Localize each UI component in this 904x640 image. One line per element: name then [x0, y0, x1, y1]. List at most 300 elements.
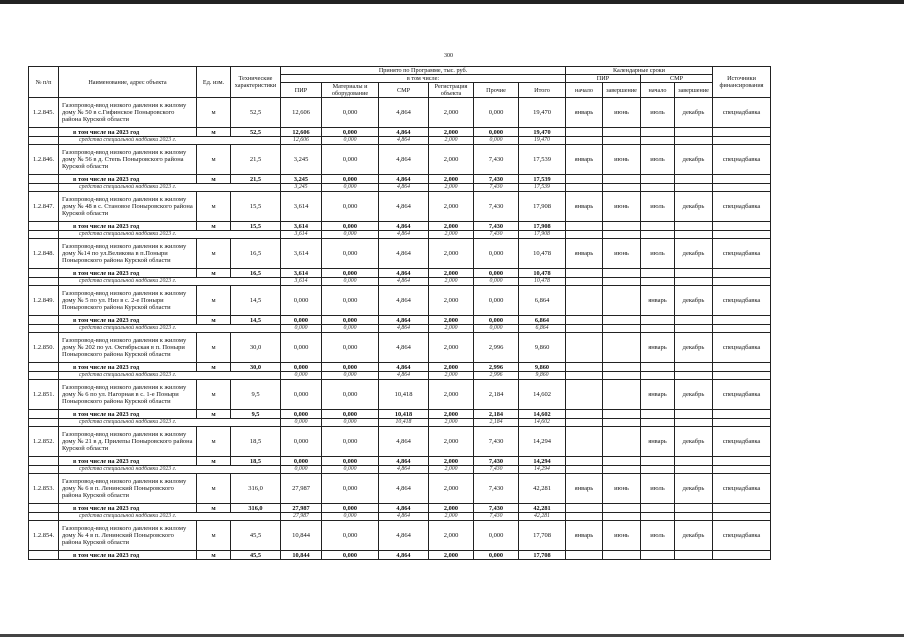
source-label: средства специальной надбавки 2023 г.	[59, 466, 281, 474]
empty-cell	[566, 504, 603, 513]
header-pir: ПИР	[281, 83, 322, 98]
empty-cell	[675, 419, 713, 427]
total-cell: 10,478	[519, 269, 566, 278]
smr-cell: 4,864	[379, 551, 429, 560]
empty-cell	[566, 457, 603, 466]
smr-cell: 4,864	[379, 325, 429, 333]
other-cell: 0,000	[474, 98, 519, 128]
registration-cell: 2,000	[429, 513, 474, 521]
materials-cell: 0,000	[322, 175, 379, 184]
smr-cell: 4,864	[379, 239, 429, 269]
source-label: средства специальной надбавки 2023 г.	[59, 419, 281, 427]
tech-cell: 14,5	[231, 286, 281, 316]
subtotal-row	[29, 410, 771, 419]
pir-cell: 3,245	[281, 175, 322, 184]
materials-cell: 0,000	[322, 513, 379, 521]
empty-cell	[675, 466, 713, 474]
empty-cell	[713, 363, 771, 372]
tech-cell: 14,5	[231, 316, 281, 325]
empty-cell	[713, 410, 771, 419]
materials-cell: 0,000	[322, 137, 379, 145]
table-row	[29, 333, 771, 363]
pir-start-cell: январь	[566, 98, 603, 128]
subtotal-label: в том числе на 2023 год	[59, 410, 197, 419]
empty-cell	[641, 419, 675, 427]
source-label: средства специальной надбавки 2023 г.	[59, 372, 281, 380]
empty-cell	[713, 316, 771, 325]
tech-cell: 16,5	[231, 269, 281, 278]
empty-cell	[566, 137, 603, 145]
other-cell: 7,430	[474, 474, 519, 504]
empty-cell	[603, 137, 641, 145]
total-cell: 6,864	[519, 325, 566, 333]
pir-end-cell	[603, 427, 641, 457]
pir-start-cell: январь	[566, 521, 603, 551]
pir-cell: 0,000	[281, 363, 322, 372]
empty-cell	[713, 372, 771, 380]
smr-cell: 4,864	[379, 363, 429, 372]
materials-cell: 0,000	[322, 184, 379, 192]
total-cell: 17,908	[519, 222, 566, 231]
empty-cell	[29, 513, 59, 521]
header-other: Прочие	[474, 83, 519, 98]
subtotal-label: в том числе на 2023 год	[59, 269, 197, 278]
object-name: Газопровод-ввод низкого давления к жилому дому № 4 в п. Ленинский Поныровского района Курской области	[59, 521, 197, 551]
source-label: средства специальной надбавки 2023 г.	[59, 278, 281, 286]
smr-end-cell: декабрь	[675, 192, 713, 222]
empty-cell	[566, 316, 603, 325]
smr-cell: 4,864	[379, 192, 429, 222]
empty-cell	[713, 128, 771, 137]
empty-cell	[566, 372, 603, 380]
subtotal-label: в том числе на 2023 год	[59, 222, 197, 231]
smr-end-cell: декабрь	[675, 521, 713, 551]
header-pir-start: начало	[566, 83, 603, 98]
registration-cell: 2,000	[429, 521, 474, 551]
smr-cell: 4,864	[379, 504, 429, 513]
other-cell: 0,000	[474, 286, 519, 316]
smr-end-cell: декабрь	[675, 333, 713, 363]
total-cell: 17,908	[519, 192, 566, 222]
subtotal-label: в том числе на 2023 год	[59, 551, 197, 560]
empty-cell	[603, 269, 641, 278]
empty-cell	[641, 457, 675, 466]
empty-cell	[29, 269, 59, 278]
pir-cell: 12,606	[281, 98, 322, 128]
empty-cell	[29, 363, 59, 372]
empty-cell	[675, 363, 713, 372]
smr-start-cell: июль	[641, 145, 675, 175]
pir-start-cell	[566, 286, 603, 316]
empty-cell	[675, 372, 713, 380]
empty-cell	[675, 513, 713, 521]
source-row	[29, 137, 771, 145]
smr-start-cell: июль	[641, 521, 675, 551]
registration-cell: 2,000	[429, 333, 474, 363]
materials-cell: 0,000	[322, 231, 379, 239]
registration-cell: 2,000	[429, 551, 474, 560]
total-cell: 9,860	[519, 333, 566, 363]
empty-cell	[603, 513, 641, 521]
registration-cell: 2,000	[429, 286, 474, 316]
registration-cell: 2,000	[429, 269, 474, 278]
empty-cell	[566, 551, 603, 560]
empty-cell	[603, 316, 641, 325]
empty-cell	[29, 184, 59, 192]
pir-start-cell: январь	[566, 474, 603, 504]
smr-cell: 4,864	[379, 316, 429, 325]
pir-end-cell: июнь	[603, 521, 641, 551]
empty-cell	[641, 363, 675, 372]
registration-cell: 2,000	[429, 419, 474, 427]
source-label: средства специальной надбавки 2023 г.	[59, 184, 281, 192]
empty-cell	[641, 184, 675, 192]
source-cell: спецнадбавка	[713, 380, 771, 410]
total-cell: 10,478	[519, 239, 566, 269]
registration-cell: 2,000	[429, 192, 474, 222]
empty-cell	[603, 325, 641, 333]
unit-cell: м	[197, 286, 231, 316]
empty-cell	[713, 269, 771, 278]
registration-cell: 2,000	[429, 278, 474, 286]
empty-cell	[713, 504, 771, 513]
smr-cell: 10,418	[379, 410, 429, 419]
empty-cell	[641, 222, 675, 231]
empty-cell	[29, 231, 59, 239]
smr-cell: 4,864	[379, 231, 429, 239]
empty-cell	[603, 410, 641, 419]
subtotal-label: в том числе на 2023 год	[59, 316, 197, 325]
materials-cell: 0,000	[322, 466, 379, 474]
other-cell: 7,430	[474, 457, 519, 466]
empty-cell	[29, 137, 59, 145]
other-cell: 7,430	[474, 231, 519, 239]
registration-cell: 2,000	[429, 474, 474, 504]
source-cell: спецнадбавка	[713, 98, 771, 128]
registration-cell: 2,000	[429, 372, 474, 380]
empty-cell	[641, 325, 675, 333]
smr-end-cell: декабрь	[675, 427, 713, 457]
empty-cell	[675, 128, 713, 137]
empty-cell	[675, 504, 713, 513]
pir-end-cell: июнь	[603, 239, 641, 269]
empty-cell	[675, 137, 713, 145]
source-label: средства специальной надбавки 2023 г.	[59, 231, 281, 239]
object-name: Газопровод-ввод низкого давления к жилому дому № 202 по ул. Октябрьская в п. Поныри Поныровского района Курской области	[59, 333, 197, 363]
empty-cell	[713, 278, 771, 286]
tech-cell: 316,0	[231, 504, 281, 513]
materials-cell: 0,000	[322, 410, 379, 419]
header-smr-end: завершение	[675, 83, 713, 98]
subtotal-label: в том числе на 2023 год	[59, 457, 197, 466]
unit-cell: м	[197, 175, 231, 184]
other-cell: 7,430	[474, 192, 519, 222]
empty-cell	[675, 222, 713, 231]
empty-cell	[29, 316, 59, 325]
subtotal-row	[29, 504, 771, 513]
pir-cell: 27,987	[281, 474, 322, 504]
empty-cell	[713, 457, 771, 466]
source-row	[29, 325, 771, 333]
empty-cell	[603, 363, 641, 372]
other-cell: 0,000	[474, 278, 519, 286]
object-name: Газопровод-ввод низкого давления к жилому дому № 6 в п. Ленинский Поныровского района Курской области	[59, 474, 197, 504]
unit-cell: м	[197, 128, 231, 137]
registration-cell: 2,000	[429, 316, 474, 325]
other-cell: 7,430	[474, 145, 519, 175]
materials-cell: 0,000	[322, 286, 379, 316]
smr-cell: 4,864	[379, 466, 429, 474]
registration-cell: 2,000	[429, 239, 474, 269]
materials-cell: 0,000	[322, 419, 379, 427]
unit-cell: м	[197, 239, 231, 269]
materials-cell: 0,000	[322, 504, 379, 513]
object-name: Газопровод-ввод низкого давления к жилому дому № 56 в д. Степь Поныровского района Курской области	[59, 145, 197, 175]
unit-cell: м	[197, 316, 231, 325]
row-number: 1.2.848.	[29, 239, 59, 269]
materials-cell: 0,000	[322, 239, 379, 269]
object-name: Газопровод-ввод низкого давления к жилому дому №14 по ул.Великова в п.Поныри Поныровского района Курской области	[59, 239, 197, 269]
subtotal-row	[29, 128, 771, 137]
registration-cell: 2,000	[429, 504, 474, 513]
unit-cell: м	[197, 427, 231, 457]
empty-cell	[603, 278, 641, 286]
smr-cell: 4,864	[379, 145, 429, 175]
unit-cell: м	[197, 380, 231, 410]
header-source: Источники финансирования	[713, 67, 771, 98]
empty-cell	[641, 372, 675, 380]
subtotal-label: в том числе на 2023 год	[59, 175, 197, 184]
table-row	[29, 192, 771, 222]
other-cell: 2,184	[474, 410, 519, 419]
empty-cell	[29, 419, 59, 427]
pir-end-cell: июнь	[603, 192, 641, 222]
pir-cell: 0,000	[281, 372, 322, 380]
table-row	[29, 145, 771, 175]
smr-cell: 4,864	[379, 222, 429, 231]
materials-cell: 0,000	[322, 551, 379, 560]
empty-cell	[566, 466, 603, 474]
materials-cell: 0,000	[322, 98, 379, 128]
registration-cell: 2,000	[429, 231, 474, 239]
empty-cell	[566, 231, 603, 239]
source-label: средства специальной надбавки 2023 г.	[59, 513, 281, 521]
total-cell: 17,539	[519, 145, 566, 175]
subtotal-label: в том числе на 2023 год	[59, 363, 197, 372]
source-cell: спецнадбавка	[713, 286, 771, 316]
total-cell: 10,478	[519, 278, 566, 286]
pir-cell: 12,606	[281, 137, 322, 145]
pir-cell: 27,987	[281, 513, 322, 521]
smr-end-cell: декабрь	[675, 98, 713, 128]
other-cell: 0,000	[474, 325, 519, 333]
empty-cell	[566, 269, 603, 278]
pir-cell: 3,614	[281, 222, 322, 231]
header-total: Итого	[519, 83, 566, 98]
tech-cell: 18,5	[231, 457, 281, 466]
total-cell: 17,908	[519, 231, 566, 239]
row-number: 1.2.846.	[29, 145, 59, 175]
smr-cell: 4,864	[379, 427, 429, 457]
source-cell: спецнадбавка	[713, 521, 771, 551]
smr-cell: 4,864	[379, 137, 429, 145]
empty-cell	[29, 551, 59, 560]
smr-start-cell: июль	[641, 474, 675, 504]
smr-end-cell: декабрь	[675, 380, 713, 410]
other-cell: 2,996	[474, 372, 519, 380]
materials-cell: 0,000	[322, 333, 379, 363]
object-name: Газопровод-ввод низкого давления к жилому дому № 48 в с. Становое Поныровского района Курской области	[59, 192, 197, 222]
header-num: № п/п	[29, 67, 59, 98]
subtotal-row	[29, 222, 771, 231]
unit-cell: м	[197, 222, 231, 231]
pir-cell: 27,987	[281, 504, 322, 513]
header-tech: Технические характеристики	[231, 67, 281, 98]
materials-cell: 0,000	[322, 222, 379, 231]
subtotal-row	[29, 551, 771, 560]
empty-cell	[566, 278, 603, 286]
unit-cell: м	[197, 269, 231, 278]
object-name: Газопровод-ввод низкого давления к жилому дому № 5 по ул. Низ в с. 2-е Поныри Поныровского района Курской области	[59, 286, 197, 316]
smr-cell: 10,418	[379, 380, 429, 410]
tech-cell: 21,5	[231, 145, 281, 175]
tech-cell: 52,5	[231, 98, 281, 128]
empty-cell	[29, 466, 59, 474]
pir-end-cell	[603, 380, 641, 410]
pir-end-cell: июнь	[603, 145, 641, 175]
pir-start-cell: январь	[566, 192, 603, 222]
smr-cell: 4,864	[379, 457, 429, 466]
source-row	[29, 466, 771, 474]
total-cell: 14,602	[519, 380, 566, 410]
pir-cell: 0,000	[281, 333, 322, 363]
empty-cell	[675, 410, 713, 419]
materials-cell: 0,000	[322, 278, 379, 286]
unit-cell: м	[197, 192, 231, 222]
total-cell: 17,708	[519, 551, 566, 560]
smr-cell: 4,864	[379, 521, 429, 551]
table-row	[29, 239, 771, 269]
smr-start-cell: июль	[641, 239, 675, 269]
subtotal-row	[29, 316, 771, 325]
row-number: 1.2.851.	[29, 380, 59, 410]
tech-cell: 9,5	[231, 410, 281, 419]
smr-cell: 4,864	[379, 333, 429, 363]
empty-cell	[603, 184, 641, 192]
total-cell: 42,281	[519, 504, 566, 513]
pir-cell: 0,000	[281, 286, 322, 316]
program-table	[28, 66, 771, 560]
header-smr-start: начало	[641, 83, 675, 98]
header-name: Наименование, адрес объекта	[59, 67, 197, 98]
subtotal-row	[29, 269, 771, 278]
pir-cell: 3,614	[281, 269, 322, 278]
subtotal-row	[29, 175, 771, 184]
header-cal-pir: ПИР	[566, 75, 641, 83]
table-row	[29, 286, 771, 316]
smr-cell: 4,864	[379, 286, 429, 316]
subtotal-label: в том числе на 2023 год	[59, 128, 197, 137]
scan-edge-bottom	[0, 634, 904, 637]
empty-cell	[29, 128, 59, 137]
pir-start-cell	[566, 380, 603, 410]
registration-cell: 2,000	[429, 98, 474, 128]
pir-start-cell: январь	[566, 145, 603, 175]
source-cell: спецнадбавка	[713, 474, 771, 504]
empty-cell	[603, 222, 641, 231]
empty-cell	[603, 466, 641, 474]
other-cell: 0,000	[474, 137, 519, 145]
smr-start-cell: январь	[641, 427, 675, 457]
unit-cell: м	[197, 410, 231, 419]
pir-end-cell: июнь	[603, 474, 641, 504]
empty-cell	[603, 457, 641, 466]
materials-cell: 0,000	[322, 325, 379, 333]
source-cell: спецнадбавка	[713, 192, 771, 222]
smr-cell: 4,864	[379, 184, 429, 192]
source-label: средства специальной надбавки 2023 г.	[59, 137, 281, 145]
subtotal-row	[29, 457, 771, 466]
empty-cell	[641, 504, 675, 513]
other-cell: 0,000	[474, 551, 519, 560]
other-cell: 2,184	[474, 380, 519, 410]
tech-cell: 16,5	[231, 239, 281, 269]
total-cell: 14,602	[519, 419, 566, 427]
header-smr: СМР	[379, 83, 429, 98]
header-registration: Регистрация объекта	[429, 83, 474, 98]
empty-cell	[29, 222, 59, 231]
empty-cell	[675, 184, 713, 192]
empty-cell	[566, 184, 603, 192]
pir-end-cell	[603, 333, 641, 363]
empty-cell	[566, 513, 603, 521]
empty-cell	[29, 325, 59, 333]
other-cell: 7,430	[474, 427, 519, 457]
empty-cell	[713, 137, 771, 145]
empty-cell	[641, 128, 675, 137]
tech-cell: 30,0	[231, 333, 281, 363]
unit-cell: м	[197, 363, 231, 372]
registration-cell: 2,000	[429, 410, 474, 419]
source-cell: спецнадбавка	[713, 333, 771, 363]
tech-cell: 45,5	[231, 521, 281, 551]
pir-cell: 3,245	[281, 184, 322, 192]
empty-cell	[713, 419, 771, 427]
empty-cell	[641, 231, 675, 239]
smr-start-cell: июль	[641, 98, 675, 128]
source-cell: спецнадбавка	[713, 427, 771, 457]
registration-cell: 2,000	[429, 457, 474, 466]
smr-cell: 4,864	[379, 474, 429, 504]
other-cell: 0,000	[474, 269, 519, 278]
smr-start-cell: июль	[641, 192, 675, 222]
other-cell: 7,430	[474, 175, 519, 184]
unit-cell: м	[197, 145, 231, 175]
table-row	[29, 380, 771, 410]
pir-cell: 0,000	[281, 410, 322, 419]
empty-cell	[566, 363, 603, 372]
pir-cell: 3,614	[281, 231, 322, 239]
total-cell: 14,294	[519, 427, 566, 457]
empty-cell	[603, 372, 641, 380]
total-cell: 19,470	[519, 98, 566, 128]
empty-cell	[713, 175, 771, 184]
other-cell: 7,430	[474, 184, 519, 192]
empty-cell	[603, 504, 641, 513]
row-number: 1.2.845.	[29, 98, 59, 128]
table-body	[29, 98, 771, 560]
registration-cell: 2,000	[429, 145, 474, 175]
